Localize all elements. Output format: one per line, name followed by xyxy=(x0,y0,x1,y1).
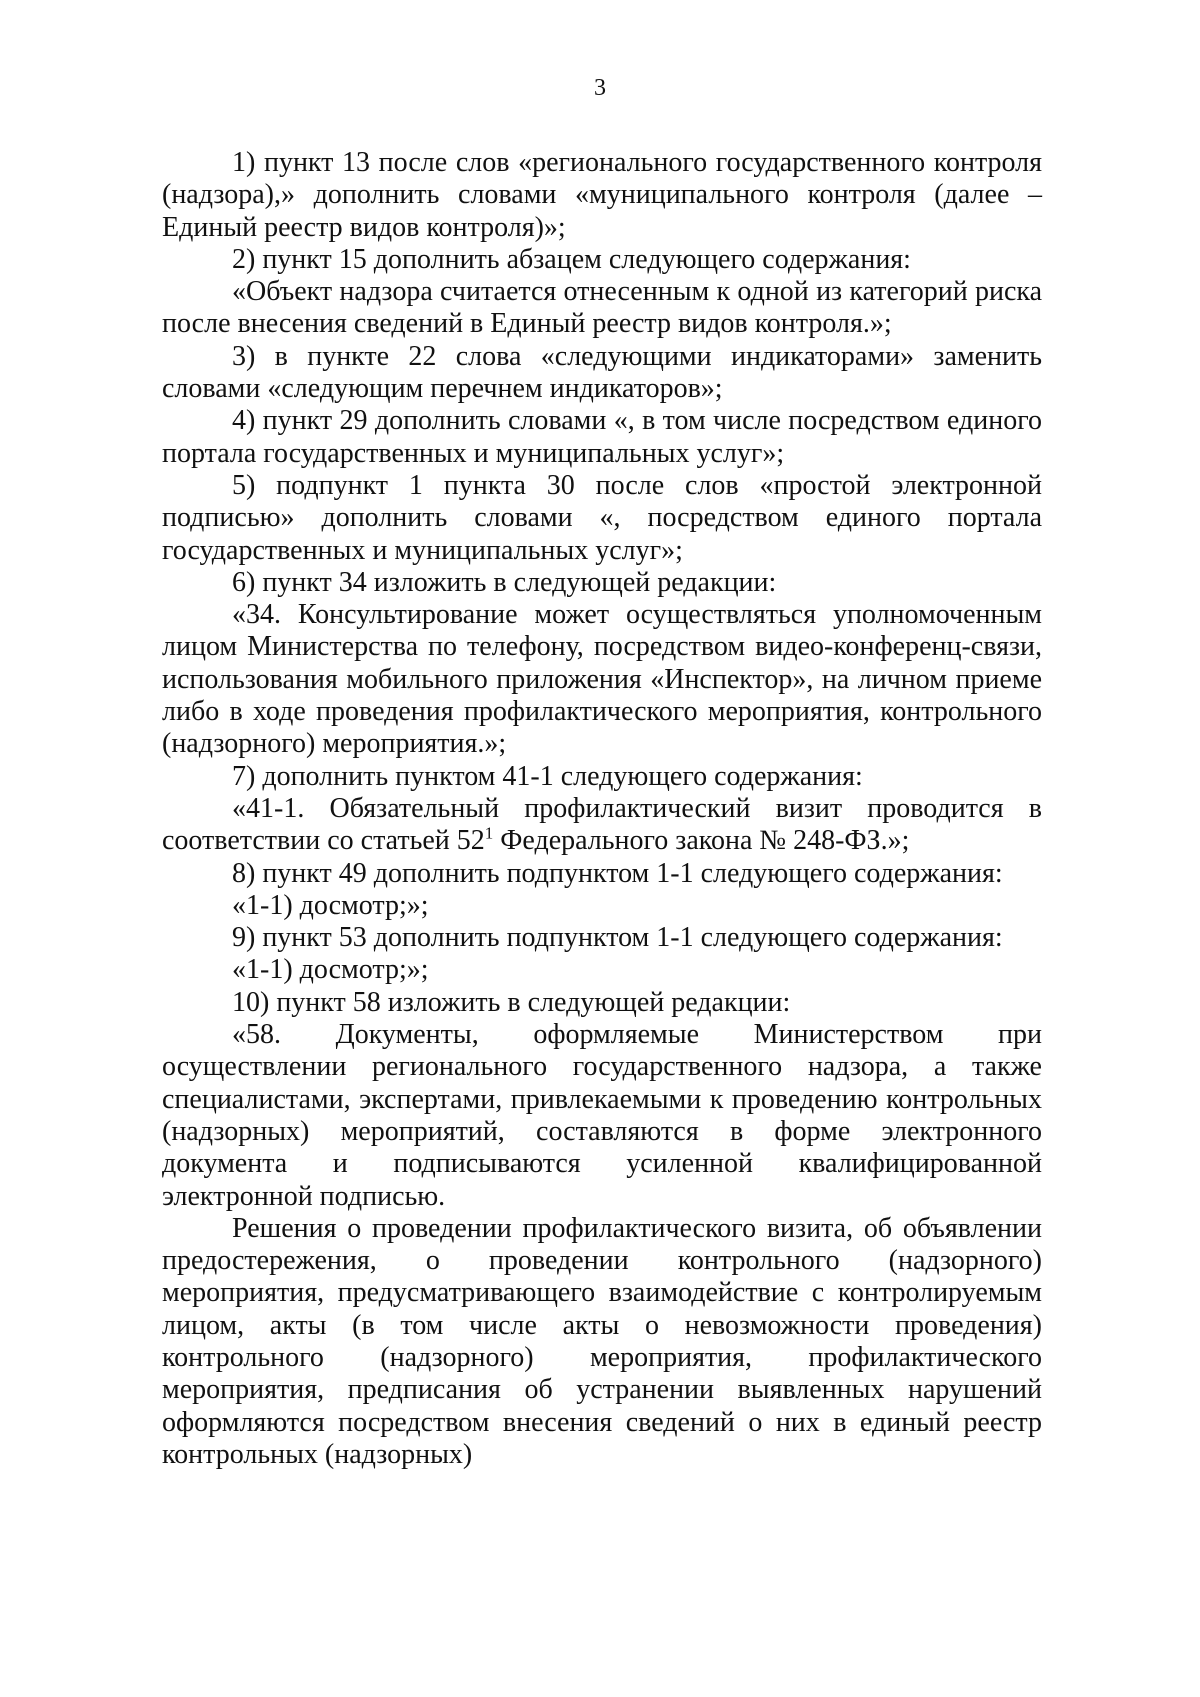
paragraph-quote-item-9: «1-1) досмотр;»; xyxy=(232,954,429,986)
paragraph-item-1: 1) пункт 13 после слов «регионального государственного контроля (надзора),» дополнить словами «муниципального контроля (далее – Единый реестр видов контроля)»; xyxy=(162,147,1042,243)
paragraph-quote-item-10: «58. Документы, оформляемые Министерством при осуществлении регионального государственного надзора, а также специалистами, экспертами, привлекаемыми к проведению контрольных (надзорных) мероприятий, составляются в форме электронного документа и подписываются усиленной квалифицированной электронной подписью. xyxy=(162,1019,1042,1212)
paragraph-item-5: 5) подпункт 1 пункта 30 после слов «простой электронной подписью» дополнить словами «, посредством единого портала государственных и муниципальных услуг»; xyxy=(162,469,1042,566)
paragraph-quote-item-6: «34. Консультирование может осуществляться уполномоченным лицом Министерства по телефону, посредством видео-конференц-связи, использования мобильного приложения «Инспектор», на личном приеме либо в ходе проведения профилактического мероприятия, контрольного (надзорного) мероприятия.»; xyxy=(162,599,1042,760)
paragraph-item-6: 6) пункт 34 изложить в следующей редакции: xyxy=(232,566,777,598)
document-body xyxy=(162,147,1042,1471)
paragraph-quote-item-2: «Объект надзора считается отнесенным к одной из категорий риска после внесения сведений в Единый реестр видов контроля.»; xyxy=(162,276,1042,340)
paragraph-item-8: 8) пункт 49 дополнить подпунктом 1-1 следующего содержания: xyxy=(232,857,1003,889)
paragraph-quote-item-8: «1-1) досмотр;»; xyxy=(232,889,429,921)
paragraph-quote-item-10-continued: Решения о проведении профилактического визита, об объявлении предостережения, о проведении контрольного (надзорного) мероприятия, предусматривающего взаимодействие с контролируемым лицом, акты (в том числе акты о невозможности проведения) контрольного (надзорного) мероприятия, профилактического мероприятия, предписания об устранении выявленных нарушений оформляются посредством внесения сведений о них в единый реестр контрольных (надзорных) xyxy=(162,1212,1042,1470)
p41-text-start: «41-1. Обязательный профилактический визит проводится в соответствии со статьей 52 xyxy=(162,792,1042,857)
p41-text-end: Федерального закона № 248-ФЗ.»; xyxy=(493,825,910,857)
paragraph-item-4: 4) пункт 29 дополнить словами «, в том числе посредством единого портала государственных и муниципальных услуг»; xyxy=(162,405,1042,469)
paragraph-item-2: 2) пункт 15 дополнить абзацем следующего содержания: xyxy=(232,243,911,275)
paragraph-quote-item-7 xyxy=(162,793,1042,858)
paragraph-item-10: 10) пункт 58 изложить в следующей редакции: xyxy=(232,986,791,1018)
p41-superscript: 1 xyxy=(484,823,494,843)
paragraph-item-7: 7) дополнить пунктом 41-1 следующего содержания: xyxy=(232,760,863,792)
page-number: 3 xyxy=(594,75,606,101)
paragraph-item-9: 9) пункт 53 дополнить подпунктом 1-1 следующего содержания: xyxy=(232,922,1003,954)
paragraph-item-3: 3) в пункте 22 слова «следующими индикаторами» заменить словами «следующим перечнем индикаторов»; xyxy=(162,340,1042,405)
